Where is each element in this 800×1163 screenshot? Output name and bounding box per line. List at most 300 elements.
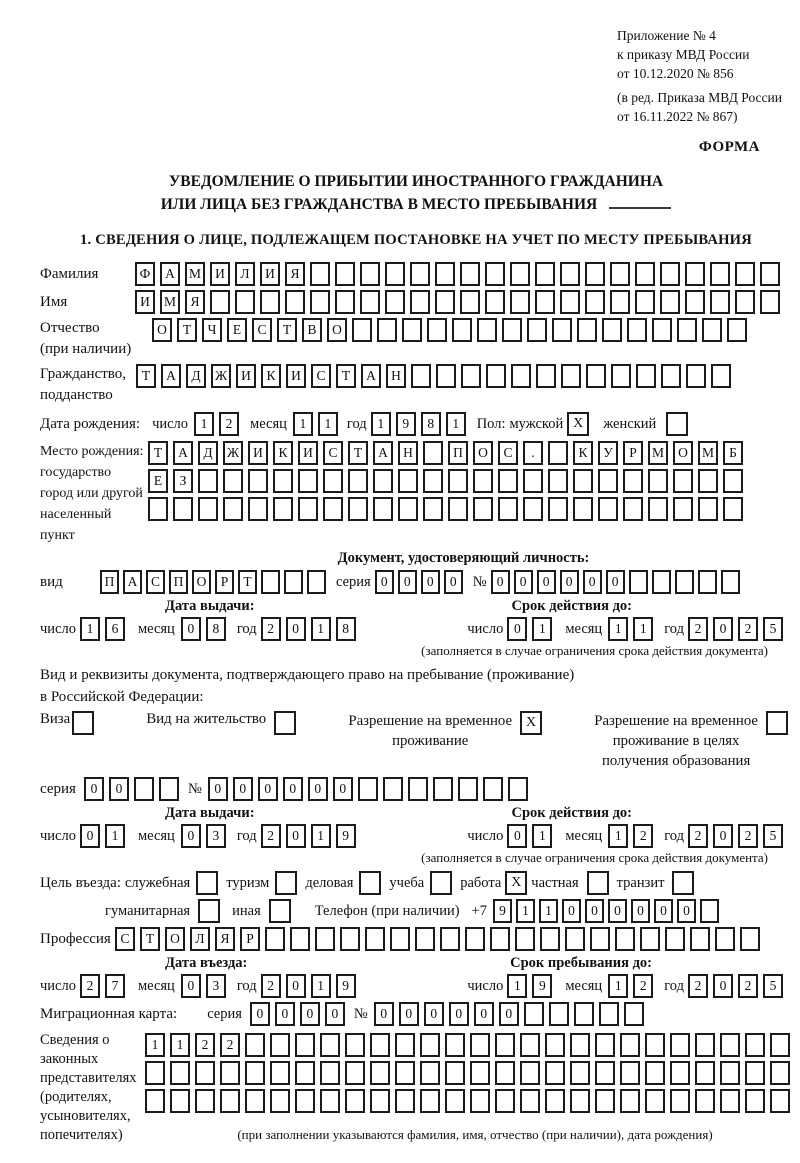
char-cell[interactable] [345,1089,365,1113]
char-cell[interactable]: 5 [763,824,783,848]
char-cell[interactable]: 0 [333,777,353,801]
char-cell[interactable] [198,497,218,521]
char-cell[interactable]: 0 [181,824,201,848]
purpose-study-checkbox[interactable] [430,871,452,895]
char-cell[interactable] [570,1089,590,1113]
char-cell[interactable]: 0 [80,824,100,848]
char-cell[interactable] [398,497,418,521]
char-cell[interactable] [195,1061,215,1085]
char-cell[interactable]: А [173,441,193,465]
char-cell[interactable]: 6 [105,617,125,641]
char-cell[interactable]: 0 [507,824,527,848]
char-cell[interactable] [435,290,455,314]
char-cell[interactable]: И [286,364,306,388]
char-cell[interactable] [270,1061,290,1085]
char-cell[interactable]: 0 [181,617,201,641]
char-cell[interactable]: 1 [532,617,552,641]
char-cell[interactable]: Л [190,927,210,951]
char-cell[interactable] [627,318,647,342]
char-cell[interactable]: 0 [560,570,579,594]
char-cell[interactable]: 1 [539,899,558,923]
char-cell[interactable]: 0 [399,1002,419,1026]
char-cell[interactable] [595,1061,615,1085]
char-cell[interactable]: 2 [219,412,239,436]
char-cell[interactable] [745,1061,765,1085]
char-cell[interactable] [661,364,681,388]
char-cell[interactable] [629,570,648,594]
char-cell[interactable] [710,262,730,286]
char-cell[interactable] [360,290,380,314]
char-cell[interactable]: 9 [493,899,512,923]
char-cell[interactable]: 1 [170,1033,190,1057]
char-cell[interactable] [610,262,630,286]
char-cell[interactable] [720,1089,740,1113]
char-cell[interactable] [760,290,780,314]
char-cell[interactable]: М [698,441,718,465]
char-cell[interactable] [535,262,555,286]
char-cell[interactable]: 0 [514,570,533,594]
char-cell[interactable]: 0 [491,570,510,594]
char-cell[interactable] [352,318,372,342]
char-cell[interactable]: Т [277,318,297,342]
char-cell[interactable]: 0 [631,899,650,923]
char-cell[interactable] [677,318,697,342]
char-cell[interactable]: 2 [80,974,100,998]
char-cell[interactable] [290,927,310,951]
char-cell[interactable]: И [236,364,256,388]
char-cell[interactable]: Н [386,364,406,388]
char-cell[interactable] [495,1089,515,1113]
char-cell[interactable] [770,1033,790,1057]
char-cell[interactable]: А [361,364,381,388]
purpose-humanitarian-checkbox[interactable] [198,899,220,923]
char-cell[interactable] [515,927,535,951]
purpose-other-checkbox[interactable] [269,899,291,923]
char-cell[interactable] [660,290,680,314]
char-cell[interactable] [411,364,431,388]
char-cell[interactable] [635,262,655,286]
char-cell[interactable]: О [152,318,172,342]
char-cell[interactable]: Р [215,570,234,594]
char-cell[interactable] [395,1033,415,1057]
char-cell[interactable]: Л [235,262,255,286]
char-cell[interactable] [511,364,531,388]
char-cell[interactable] [460,290,480,314]
char-cell[interactable] [134,777,154,801]
char-cell[interactable]: 1 [608,617,628,641]
char-cell[interactable] [670,1061,690,1085]
char-cell[interactable] [423,497,443,521]
char-cell[interactable] [235,290,255,314]
char-cell[interactable] [195,1089,215,1113]
char-cell[interactable]: 8 [206,617,226,641]
char-cell[interactable]: 0 [444,570,463,594]
char-cell[interactable] [595,1089,615,1113]
char-cell[interactable] [298,497,318,521]
char-cell[interactable]: 0 [283,777,303,801]
char-cell[interactable] [261,570,280,594]
char-cell[interactable] [690,927,710,951]
char-cell[interactable] [670,1089,690,1113]
char-cell[interactable] [520,1061,540,1085]
char-cell[interactable] [640,927,660,951]
char-cell[interactable] [673,497,693,521]
char-cell[interactable] [598,469,618,493]
char-cell[interactable]: 2 [688,617,708,641]
char-cell[interactable] [170,1089,190,1113]
char-cell[interactable] [636,364,656,388]
char-cell[interactable]: А [123,570,142,594]
char-cell[interactable] [360,262,380,286]
char-cell[interactable]: 1 [446,412,466,436]
char-cell[interactable]: О [327,318,347,342]
char-cell[interactable] [410,290,430,314]
char-cell[interactable]: 1 [311,974,331,998]
char-cell[interactable] [295,1089,315,1113]
char-cell[interactable]: Т [136,364,156,388]
char-cell[interactable] [348,497,368,521]
char-cell[interactable]: 0 [585,899,604,923]
char-cell[interactable] [745,1089,765,1113]
char-cell[interactable] [295,1061,315,1085]
char-cell[interactable]: 9 [336,974,356,998]
char-cell[interactable] [170,1061,190,1085]
char-cell[interactable] [735,262,755,286]
char-cell[interactable]: 0 [181,974,201,998]
char-cell[interactable]: 0 [286,617,306,641]
char-cell[interactable] [173,497,193,521]
char-cell[interactable]: Я [285,262,305,286]
char-cell[interactable] [561,364,581,388]
visa-checkbox[interactable] [72,711,94,735]
char-cell[interactable]: В [302,318,322,342]
char-cell[interactable]: П [448,441,468,465]
char-cell[interactable] [458,777,478,801]
char-cell[interactable]: С [498,441,518,465]
char-cell[interactable] [420,1061,440,1085]
char-cell[interactable] [552,318,572,342]
char-cell[interactable]: 9 [396,412,416,436]
char-cell[interactable] [720,1033,740,1057]
char-cell[interactable]: И [260,262,280,286]
char-cell[interactable]: 0 [562,899,581,923]
char-cell[interactable] [445,1061,465,1085]
char-cell[interactable]: Е [148,469,168,493]
char-cell[interactable]: 3 [206,974,226,998]
char-cell[interactable] [373,497,393,521]
char-cell[interactable]: Ч [202,318,222,342]
char-cell[interactable] [415,927,435,951]
char-cell[interactable] [770,1089,790,1113]
char-cell[interactable]: 8 [421,412,441,436]
char-cell[interactable] [390,927,410,951]
char-cell[interactable] [340,927,360,951]
char-cell[interactable] [370,1033,390,1057]
char-cell[interactable]: О [192,570,211,594]
char-cell[interactable] [548,469,568,493]
char-cell[interactable] [223,497,243,521]
char-cell[interactable] [524,1002,544,1026]
char-cell[interactable] [660,262,680,286]
char-cell[interactable]: 0 [308,777,328,801]
char-cell[interactable] [423,441,443,465]
char-cell[interactable] [370,1089,390,1113]
char-cell[interactable]: И [210,262,230,286]
char-cell[interactable] [624,1002,644,1026]
char-cell[interactable] [695,1089,715,1113]
char-cell[interactable]: Б [723,441,743,465]
char-cell[interactable]: Т [148,441,168,465]
char-cell[interactable] [436,364,456,388]
char-cell[interactable] [698,570,717,594]
char-cell[interactable] [698,469,718,493]
char-cell[interactable] [365,927,385,951]
char-cell[interactable]: 8 [336,617,356,641]
char-cell[interactable]: С [311,364,331,388]
char-cell[interactable] [445,1033,465,1057]
char-cell[interactable] [270,1089,290,1113]
char-cell[interactable]: М [648,441,668,465]
char-cell[interactable]: 0 [275,1002,295,1026]
char-cell[interactable]: 0 [677,899,696,923]
char-cell[interactable] [700,899,719,923]
char-cell[interactable] [635,290,655,314]
char-cell[interactable] [598,497,618,521]
char-cell[interactable] [320,1033,340,1057]
char-cell[interactable] [527,318,547,342]
char-cell[interactable] [408,777,428,801]
char-cell[interactable] [545,1033,565,1057]
char-cell[interactable] [260,290,280,314]
char-cell[interactable] [248,497,268,521]
char-cell[interactable]: 0 [233,777,253,801]
char-cell[interactable]: И [298,441,318,465]
char-cell[interactable] [721,570,740,594]
char-cell[interactable]: 5 [763,974,783,998]
char-cell[interactable]: 1 [145,1033,165,1057]
char-cell[interactable] [245,1089,265,1113]
char-cell[interactable] [673,469,693,493]
char-cell[interactable] [383,777,403,801]
char-cell[interactable]: 2 [738,617,758,641]
char-cell[interactable]: 0 [325,1002,345,1026]
char-cell[interactable] [715,927,735,951]
purpose-business-checkbox[interactable] [359,871,381,895]
char-cell[interactable]: Т [177,318,197,342]
char-cell[interactable] [586,364,606,388]
char-cell[interactable]: К [261,364,281,388]
char-cell[interactable]: 0 [713,824,733,848]
char-cell[interactable] [410,262,430,286]
char-cell[interactable] [473,469,493,493]
temp-residence-permit-checkbox[interactable]: X [520,711,542,735]
char-cell[interactable] [495,1033,515,1057]
char-cell[interactable] [610,290,630,314]
char-cell[interactable] [770,1061,790,1085]
char-cell[interactable]: И [135,290,155,314]
char-cell[interactable] [577,318,597,342]
char-cell[interactable] [585,290,605,314]
char-cell[interactable]: 5 [763,617,783,641]
char-cell[interactable] [695,1061,715,1085]
char-cell[interactable]: О [165,927,185,951]
char-cell[interactable]: 2 [738,974,758,998]
char-cell[interactable] [611,364,631,388]
char-cell[interactable] [599,1002,619,1026]
char-cell[interactable]: З [173,469,193,493]
char-cell[interactable] [385,290,405,314]
char-cell[interactable] [145,1089,165,1113]
char-cell[interactable] [510,262,530,286]
char-cell[interactable]: С [146,570,165,594]
char-cell[interactable] [573,497,593,521]
char-cell[interactable] [760,262,780,286]
char-cell[interactable]: 1 [516,899,535,923]
char-cell[interactable] [520,1033,540,1057]
char-cell[interactable] [548,441,568,465]
char-cell[interactable] [198,469,218,493]
char-cell[interactable] [373,469,393,493]
char-cell[interactable] [698,497,718,521]
char-cell[interactable]: Т [238,570,257,594]
char-cell[interactable]: 7 [105,974,125,998]
char-cell[interactable] [284,570,303,594]
char-cell[interactable] [323,469,343,493]
char-cell[interactable] [377,318,397,342]
char-cell[interactable]: 1 [608,974,628,998]
char-cell[interactable] [461,364,481,388]
char-cell[interactable] [310,290,330,314]
gender-female-checkbox[interactable] [666,412,688,436]
char-cell[interactable]: Я [185,290,205,314]
char-cell[interactable]: 0 [421,570,440,594]
char-cell[interactable] [210,290,230,314]
char-cell[interactable] [465,927,485,951]
char-cell[interactable]: 0 [499,1002,519,1026]
char-cell[interactable]: 0 [654,899,673,923]
char-cell[interactable] [520,1089,540,1113]
char-cell[interactable]: Н [398,441,418,465]
char-cell[interactable] [433,777,453,801]
char-cell[interactable] [620,1033,640,1057]
char-cell[interactable] [270,1033,290,1057]
char-cell[interactable] [710,290,730,314]
char-cell[interactable] [645,1061,665,1085]
char-cell[interactable]: 9 [532,974,552,998]
char-cell[interactable] [273,497,293,521]
char-cell[interactable] [645,1033,665,1057]
char-cell[interactable] [420,1033,440,1057]
char-cell[interactable]: 1 [311,617,331,641]
char-cell[interactable] [536,364,556,388]
char-cell[interactable]: С [115,927,135,951]
char-cell[interactable]: 0 [606,570,625,594]
purpose-transit-checkbox[interactable] [672,871,694,895]
char-cell[interactable]: 2 [633,824,653,848]
char-cell[interactable]: 2 [688,974,708,998]
char-cell[interactable]: 2 [261,824,281,848]
char-cell[interactable] [348,469,368,493]
char-cell[interactable] [358,777,378,801]
char-cell[interactable]: 0 [507,617,527,641]
char-cell[interactable] [423,469,443,493]
char-cell[interactable] [395,1061,415,1085]
char-cell[interactable]: 0 [208,777,228,801]
char-cell[interactable] [370,1061,390,1085]
char-cell[interactable]: 0 [84,777,104,801]
char-cell[interactable]: Т [140,927,160,951]
char-cell[interactable] [486,364,506,388]
char-cell[interactable] [670,1033,690,1057]
char-cell[interactable]: 2 [688,824,708,848]
char-cell[interactable]: 1 [105,824,125,848]
char-cell[interactable] [623,497,643,521]
char-cell[interactable]: П [100,570,119,594]
char-cell[interactable] [220,1089,240,1113]
char-cell[interactable]: С [323,441,343,465]
char-cell[interactable]: А [373,441,393,465]
char-cell[interactable]: Я [215,927,235,951]
char-cell[interactable] [483,777,503,801]
char-cell[interactable] [460,262,480,286]
char-cell[interactable] [574,1002,594,1026]
char-cell[interactable] [510,290,530,314]
char-cell[interactable] [245,1061,265,1085]
char-cell[interactable]: 1 [608,824,628,848]
char-cell[interactable] [477,318,497,342]
char-cell[interactable] [335,262,355,286]
char-cell[interactable] [585,262,605,286]
char-cell[interactable] [485,290,505,314]
char-cell[interactable]: 2 [261,617,281,641]
char-cell[interactable]: О [473,441,493,465]
char-cell[interactable]: 1 [293,412,313,436]
char-cell[interactable] [745,1033,765,1057]
char-cell[interactable]: 0 [286,824,306,848]
char-cell[interactable] [723,497,743,521]
char-cell[interactable]: М [185,262,205,286]
char-cell[interactable]: Ж [211,364,231,388]
char-cell[interactable] [695,1033,715,1057]
char-cell[interactable]: Д [198,441,218,465]
char-cell[interactable] [523,469,543,493]
char-cell[interactable] [159,777,179,801]
char-cell[interactable]: 0 [424,1002,444,1026]
char-cell[interactable] [385,262,405,286]
char-cell[interactable]: 0 [713,974,733,998]
char-cell[interactable] [310,262,330,286]
char-cell[interactable] [570,1033,590,1057]
char-cell[interactable] [620,1089,640,1113]
char-cell[interactable]: 2 [633,974,653,998]
char-cell[interactable] [223,469,243,493]
char-cell[interactable] [427,318,447,342]
char-cell[interactable] [490,927,510,951]
char-cell[interactable]: 0 [398,570,417,594]
char-cell[interactable]: 0 [474,1002,494,1026]
char-cell[interactable]: 0 [286,974,306,998]
char-cell[interactable] [685,262,705,286]
char-cell[interactable] [549,1002,569,1026]
char-cell[interactable] [435,262,455,286]
char-cell[interactable] [560,262,580,286]
char-cell[interactable]: Р [623,441,643,465]
char-cell[interactable]: 0 [449,1002,469,1026]
char-cell[interactable] [485,262,505,286]
char-cell[interactable] [285,290,305,314]
char-cell[interactable] [273,469,293,493]
char-cell[interactable] [498,469,518,493]
